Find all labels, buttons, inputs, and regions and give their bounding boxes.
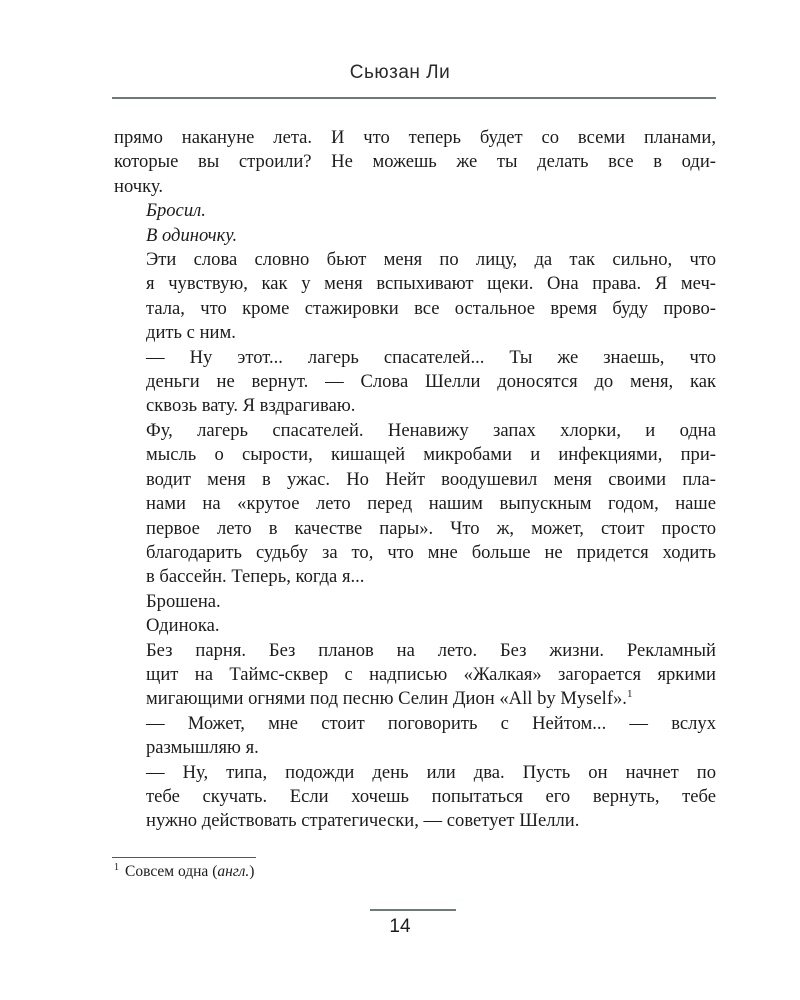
text-line: нами на «крутое лето перед нашим выпускным годом, наше — [146, 493, 716, 515]
footnote-number: 1 — [114, 862, 119, 873]
running-head-author: Сьюзан Ли — [349, 62, 451, 83]
text-line: — Ну, типа, подожди день или два. Пусть он начнет по — [146, 761, 716, 783]
footnote — [114, 862, 254, 881]
text-line: дить с ним. — [146, 322, 236, 344]
text-line-content: мигающими огнями под песню Селин Дион «All by Myself». — [146, 688, 627, 710]
text-line: прямо накануне лета. И что теперь будет со всеми планами, — [114, 127, 716, 148]
paragraph-6 — [114, 419, 716, 590]
text-line: которые вы строили? Не можешь же ты делать все в оди- — [114, 151, 716, 173]
text-line: нужно действовать стратегически, — советует Шелли. — [146, 810, 580, 832]
footnote-reference[interactable]: 1 — [626, 688, 633, 701]
text-line — [114, 687, 716, 711]
text-line: тебе скучать. Если хочешь попытаться его вернуть, тебе — [146, 785, 716, 807]
footnote-close: ) — [249, 863, 255, 881]
text-line: деньги не вернут. — Слова Шелли доносятся до меня, как — [146, 371, 716, 393]
paragraph-10 — [114, 712, 716, 761]
text-line: я чувствую, как у меня вспыхивают щеки. Она права. Я меч- — [146, 273, 716, 295]
paragraph-3: В одиночку. — [146, 224, 238, 246]
footer-divider — [370, 909, 456, 911]
text-line: щит на Таймс-сквер с надписью «Жалкая» загорается яркими — [146, 663, 716, 685]
text-line: — Ну этот... лагерь спасателей... Ты же знаешь, что — [146, 346, 716, 368]
paragraph-4 — [114, 248, 716, 346]
text-line: мысль о сырости, кишащей микробами и инфекциями, при- — [146, 444, 716, 466]
paragraph-8: Одинока. — [146, 615, 220, 637]
text-line: водит меня в ужас. Но Нейт воодушевил меня своими пла- — [146, 468, 716, 490]
page-number: 14 — [389, 916, 411, 937]
body-text — [114, 126, 716, 834]
text-line: благодарить судьбу за то, что мне больше не придется ходить — [146, 541, 716, 563]
paragraph-5 — [114, 346, 716, 419]
paragraph-11 — [114, 761, 716, 834]
footnote-language: англ. — [217, 863, 250, 881]
paragraph-7: Брошена. — [146, 590, 221, 612]
header-divider — [112, 97, 716, 99]
text-line: Без парня. Без планов на лето. Без жизни. Рекламный — [146, 639, 716, 661]
paragraph-2: Бросил. — [146, 200, 206, 222]
text-line: тала, что кроме стажировки все остальное время буду прово- — [146, 297, 716, 319]
text-line: первое лето в качестве пары». Что ж, может, стоит просто — [146, 517, 716, 539]
text-line: размышляю я. — [146, 737, 259, 759]
text-line: в бассейн. Теперь, когда я... — [146, 566, 365, 588]
text-line: Фу, лагерь спасателей. Ненавижу запах хлорки, и одна — [146, 419, 716, 441]
paragraph-1 — [114, 126, 716, 199]
paragraph-9 — [114, 639, 716, 712]
text-line: — Может, мне стоит поговорить с Нейтом... — вслух — [146, 712, 716, 734]
footnote-text: Совсем одна ( — [125, 863, 218, 881]
text-line: сквозь вату. Я вздрагиваю. — [146, 395, 356, 417]
text-line: ночку. — [114, 175, 163, 197]
text-line: Эти слова словно бьют меня по лицу, да так сильно, что — [146, 249, 716, 271]
footnote-divider — [112, 857, 256, 858]
